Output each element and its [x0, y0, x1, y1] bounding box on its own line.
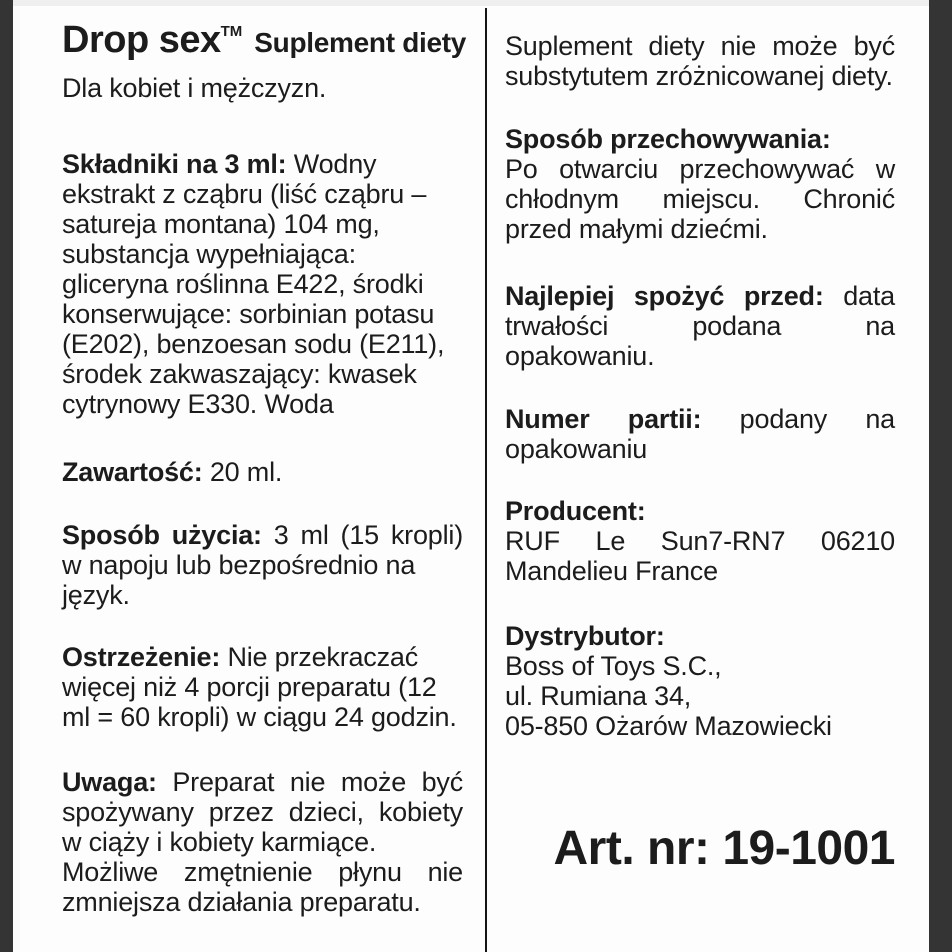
- text-line: Numer partii: podany na: [505, 404, 895, 434]
- paragraph-uwaga: [62, 767, 463, 917]
- bold-label: Składniki na 3 ml:: [62, 149, 287, 179]
- text-line: konserwujące: sorbinian potasu: [62, 299, 435, 329]
- paragraph-zawartosc: [62, 457, 463, 487]
- text-line: Sposób użycia: 3 ml (15 kropli): [62, 520, 463, 550]
- text-line: opakowaniu: [505, 434, 648, 464]
- text-line: Składniki na 3 ml: Wodny: [62, 149, 377, 179]
- text-line: ml = 60 kropli) w ciągu 24 godzin.: [62, 702, 457, 732]
- paragraph-sposob-uzycia: [62, 520, 463, 610]
- text-line: Po otwarciu przechowywać w: [505, 154, 895, 184]
- text-line: [505, 621, 895, 651]
- product-subtitle: Suplement diety: [254, 27, 467, 58]
- text-line: Suplement diety nie może być: [505, 31, 895, 61]
- text-line: gliceryna roślinna E422, środki: [62, 269, 424, 299]
- text-line: Ostrzeżenie: Nie przekraczać: [62, 642, 419, 672]
- text-line: przed małymi dziećmi.: [505, 214, 768, 244]
- article-number: Art. nr: 19-1001: [553, 822, 895, 875]
- text-line: Mandelieu France: [505, 556, 718, 586]
- text-line: 05-850 Ożarów Mazowiecki: [505, 711, 832, 741]
- paragraph-ostrzezenie: [62, 642, 463, 732]
- bold-label: Sposób przechowywania:: [505, 124, 831, 154]
- paragraph-najlepiej-spozyc: [505, 281, 895, 371]
- text-line: w napoju lub bezpośrednio na: [62, 550, 416, 580]
- bold-label: Dystrybutor:: [505, 621, 665, 651]
- text-line: (E202), benzoesan sodu (E211),: [62, 329, 445, 359]
- paragraph-dystrybutor: [505, 621, 895, 741]
- text-line: więcej niż 4 porcji preparatu (12: [62, 672, 437, 702]
- text-line: ekstrakt z cząbru (liść cząbru –: [62, 179, 427, 209]
- text-line: RUF Le Sun7-RN7 06210: [505, 526, 895, 556]
- right-column: [505, 31, 895, 875]
- bold-label: Zawartość:: [62, 457, 203, 487]
- text-line: opakowaniu.: [505, 341, 655, 371]
- text-line: trwałości podana na: [505, 311, 895, 341]
- paragraph-dla-kobiet: [62, 73, 463, 103]
- text-line: Dla kobiet i mężczyzn.: [62, 73, 327, 103]
- text-line: substancja wypełniająca:: [62, 239, 356, 269]
- text-line: Najlepiej spożyć przed: data: [505, 281, 895, 311]
- text-line: [505, 124, 895, 154]
- label-header: [62, 11, 467, 69]
- text-line: Uwaga: Preparat nie może być: [62, 767, 463, 797]
- text-line: Zawartość: 20 ml.: [62, 457, 283, 487]
- bold-label: Producent:: [505, 496, 646, 526]
- text-line: cytrynowy E330. Woda: [62, 389, 334, 419]
- bold-label: Numer partii:: [505, 404, 702, 434]
- column-divider: [485, 8, 487, 952]
- paragraph-numer-partii: [505, 404, 895, 464]
- paragraph-przechowywanie: [505, 124, 895, 244]
- right-column-text: [505, 31, 895, 741]
- text-line: satureja montana) 104 mg,: [62, 209, 380, 239]
- scan-top-edge: [13, 0, 929, 6]
- trademark-symbol: TM: [220, 23, 243, 40]
- text-line: język.: [62, 580, 130, 610]
- right-edge-bar: [929, 0, 952, 952]
- left-column: [62, 11, 467, 917]
- text-line: środek zakwaszający: kwasek: [62, 359, 417, 389]
- paragraph-producent: [505, 496, 895, 586]
- left-edge-bar: [0, 0, 13, 952]
- left-column-text: [62, 73, 463, 917]
- text-line: spożywany przez dzieci, kobiety: [62, 797, 463, 827]
- text-line: [505, 496, 895, 526]
- bold-label: Uwaga:: [62, 767, 157, 797]
- text-line: chłodnym miejscu. Chronić: [505, 184, 895, 214]
- paragraph-suplement-info: [505, 31, 895, 91]
- text-line: substytutem zróżnicowanej diety.: [505, 61, 893, 91]
- text-line: Możliwe zmętnienie płynu nie: [62, 857, 463, 887]
- paragraph-skladniki: [62, 149, 463, 419]
- bold-label: Najlepiej spożyć przed:: [505, 281, 824, 311]
- bold-label: Sposób użycia:: [62, 520, 262, 550]
- text-line: Boss of Toys S.C.,: [505, 651, 722, 681]
- text-line: ul. Rumiana 34,: [505, 681, 692, 711]
- bold-label: Ostrzeżenie:: [62, 642, 221, 672]
- text-line: zmniejsza działania preparatu.: [62, 887, 421, 917]
- text-line: w ciąży i kobiety karmiące.: [62, 827, 377, 857]
- product-name: Drop sex: [62, 19, 221, 61]
